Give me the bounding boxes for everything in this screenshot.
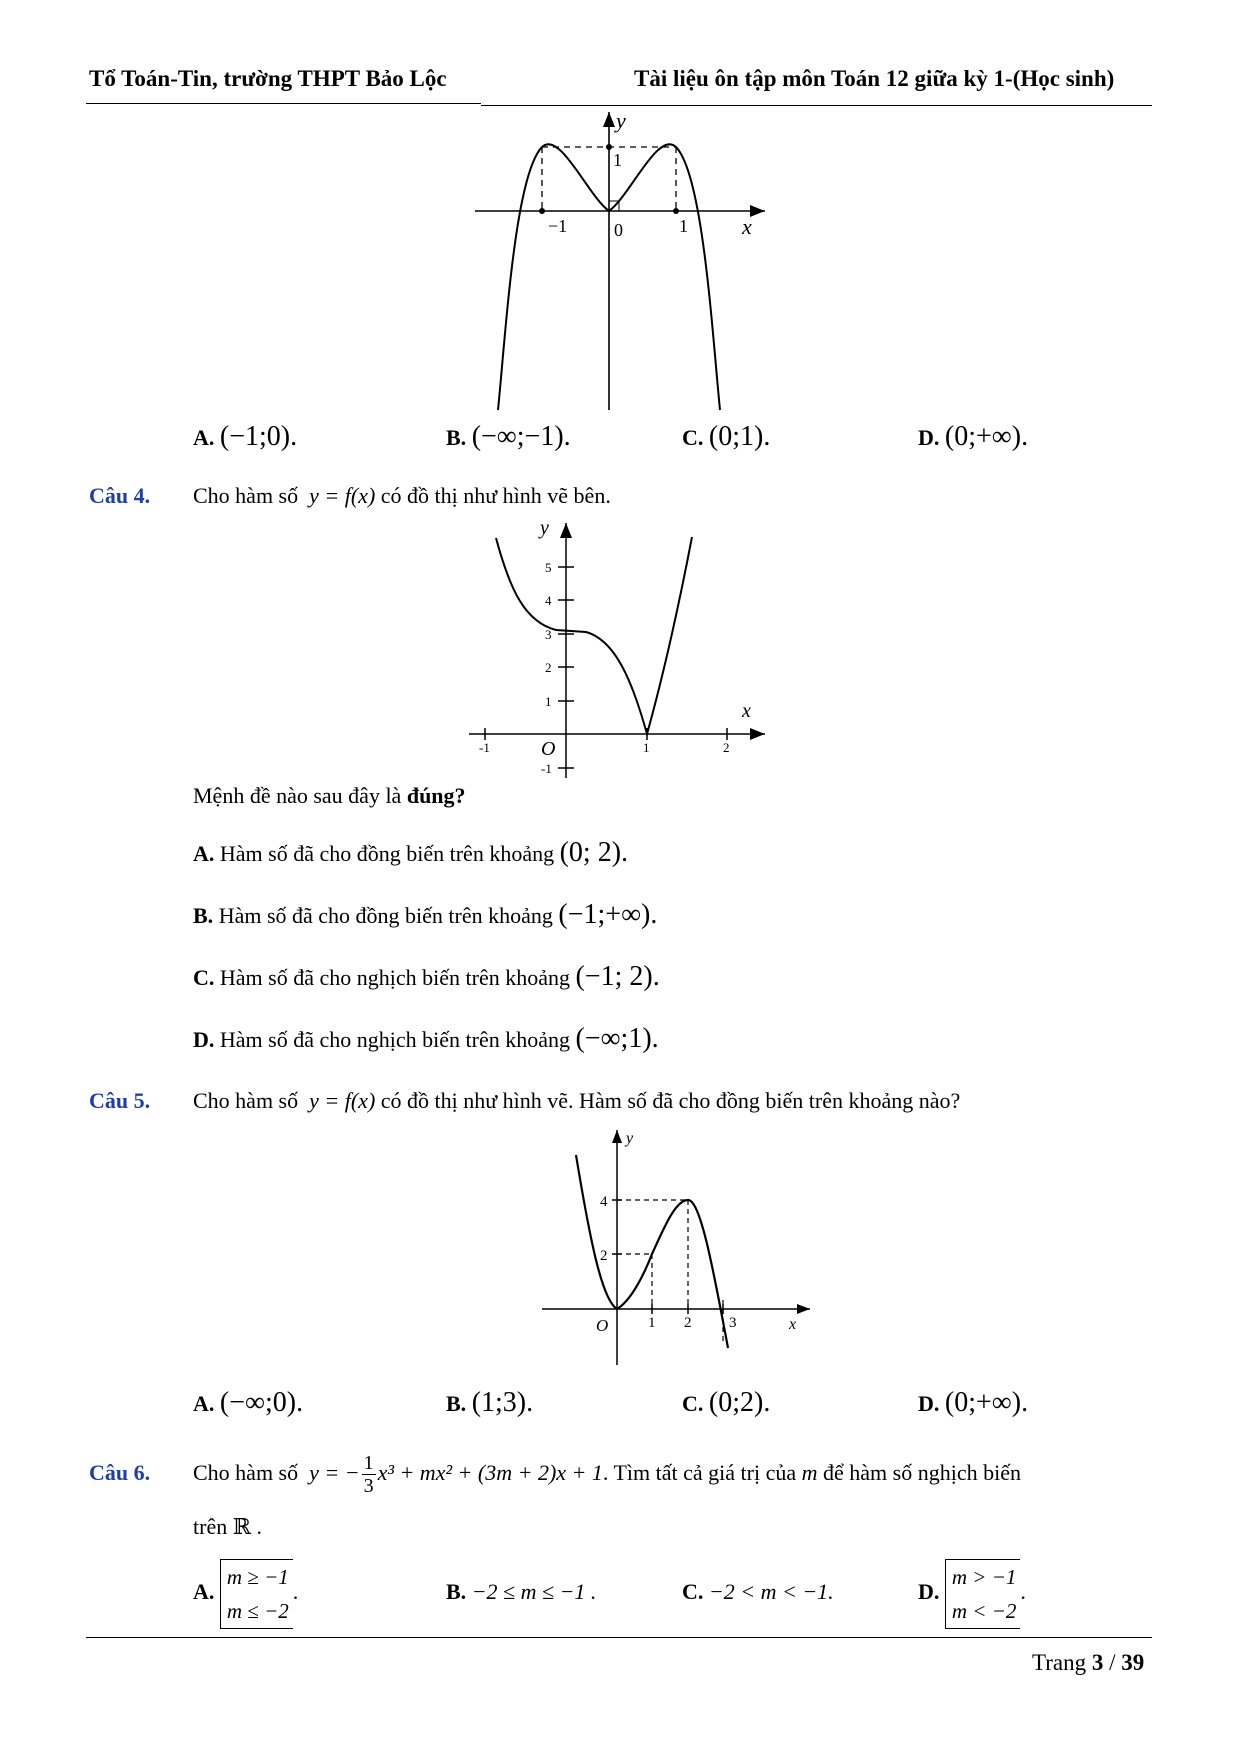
- q6-eq-rhs: x³ + mx² + (3m + 2)x + 1: [377, 1460, 603, 1485]
- graph1-y-label: y: [616, 108, 626, 133]
- q4-option-b-label: B.: [193, 903, 214, 928]
- q6-answer-a-bot: m ≤ −2: [226, 1598, 289, 1623]
- footer-total: 39: [1121, 1650, 1145, 1675]
- graph5-x-label: x: [789, 1316, 797, 1333]
- q4-option-a-label: A.: [193, 841, 215, 866]
- q5-answer-b[interactable]: [446, 1388, 533, 1419]
- q4-option-a-text: Hàm số đã cho đồng biến trên khoảng: [219, 841, 555, 866]
- q4-option-d-label: D.: [193, 1027, 215, 1052]
- header-right: Tài liệu ôn tập môn Toán 12 giữa kỳ 1-(Học sinh): [634, 66, 1115, 91]
- q5-answer-b-label: B.: [446, 1391, 467, 1416]
- footer-page: 3: [1091, 1650, 1104, 1675]
- footer-sep: /: [1103, 1650, 1122, 1675]
- q5-answer-c-label: C.: [682, 1391, 704, 1416]
- q6-answer-c-label: C.: [682, 1579, 704, 1604]
- q5-answer-a-text: (−∞;0).: [219, 1387, 304, 1418]
- q6-answer-a-top: m ≥ −1: [226, 1564, 289, 1589]
- graph5-origin: O: [596, 1316, 609, 1335]
- graph5-ytick-2: 2: [600, 1248, 608, 1264]
- q6-stem-end: để hàm số nghịch biến: [823, 1460, 1021, 1485]
- graph4-xtick-2: 2: [723, 740, 730, 755]
- q4-option-b-math: (−1;+∞).: [558, 899, 658, 930]
- q6-answer-d-bot: m < −2: [951, 1598, 1017, 1623]
- graph5-x-arrow: [797, 1304, 810, 1314]
- graph5-y-arrow: [612, 1130, 622, 1143]
- q5-stem-math: y = f(x): [309, 1088, 376, 1113]
- q6-line2: trên ℝ .: [193, 1514, 262, 1539]
- q6-stem: [193, 1448, 1021, 1498]
- graph4-origin: O: [541, 738, 556, 760]
- q5-answer-b-text: (1;3).: [471, 1387, 534, 1418]
- graph5-y-label: y: [626, 1130, 634, 1147]
- q4-prompt-bold: đúng?: [406, 783, 466, 808]
- q6-answer-a-system: [220, 1559, 293, 1629]
- graph4-ytick-1: 1: [545, 694, 552, 709]
- q5-answer-c[interactable]: [682, 1388, 770, 1419]
- q6-answer-c-text: −2 < m < −1.: [708, 1579, 834, 1604]
- q6-frac-num: 1: [363, 1452, 374, 1475]
- q3-answer-b-text: (−∞;−1).: [471, 421, 571, 452]
- q4-prompt-pre: Mệnh đề nào sau đây là: [193, 783, 402, 808]
- q6-answer-a[interactable]: A. m ≥ −1 m ≤ −2 .: [193, 1552, 298, 1632]
- q6-answer-b-text: −2 ≤ m ≤ −1 .: [471, 1579, 597, 1604]
- q3-answer-b-label: B.: [446, 425, 467, 450]
- q4-option-c-label: C.: [193, 965, 215, 990]
- q6-answer-d[interactable]: D. m > −1 m < −2 .: [918, 1552, 1026, 1632]
- graph5-xtick-1: 1: [648, 1315, 656, 1331]
- q6-answer-b-label: B.: [446, 1579, 467, 1604]
- q4-stem-pre: Cho hàm số: [193, 483, 299, 508]
- q4-label: Câu 4.: [89, 483, 151, 508]
- q5-answer-a-label: A.: [193, 1391, 215, 1416]
- graph4-ytick-4: 4: [545, 593, 552, 608]
- q4-option-c-math: (−1; 2).: [575, 961, 660, 992]
- q6-stem-post: . Tìm tất cả giá trị của: [602, 1460, 797, 1485]
- q6-answer-c[interactable]: [682, 1577, 834, 1607]
- q5-answer-a[interactable]: [193, 1388, 303, 1419]
- q5-answer-d-label: D.: [918, 1391, 940, 1416]
- q6-fraction: [362, 1452, 376, 1497]
- footer-rule: [86, 1637, 1152, 1638]
- graph4-y-label: y: [540, 517, 549, 539]
- graph4-ytick-5: 5: [545, 560, 552, 575]
- q6-label: Câu 6.: [89, 1460, 151, 1485]
- graph5-ytick-4: 4: [600, 1194, 608, 1210]
- q6-eq-lhs: y = −: [309, 1460, 360, 1485]
- q6-var-m: m: [801, 1460, 818, 1485]
- q5-stem-pre: Cho hàm số: [193, 1088, 299, 1113]
- q6-answer-b[interactable]: [446, 1577, 596, 1607]
- q5-answer-c-text: (0;2).: [708, 1387, 771, 1418]
- q5-answer-d-text: (0;+∞).: [944, 1387, 1029, 1418]
- q3-answer-a-text: (−1;0).: [219, 421, 298, 452]
- graph4-xtick-1: 1: [643, 740, 650, 755]
- q3-answer-c-label: C.: [682, 425, 704, 450]
- q5-stem-post: có đồ thị như hình vẽ. Hàm số đã cho đồng biến trên khoảng nào?: [380, 1088, 961, 1113]
- graph4-x-label: x: [742, 700, 751, 722]
- q5-label: Câu 5.: [89, 1088, 151, 1113]
- q4-stem-post: có đồ thị như hình vẽ bên.: [380, 483, 611, 508]
- q3-answer-a-label: A.: [193, 425, 215, 450]
- graph4-ytick-2: 2: [545, 660, 552, 675]
- q6-answer-a-label: A.: [193, 1579, 215, 1604]
- graph5-xtick-2: 2: [684, 1315, 692, 1331]
- graph1-tick-zero: 0: [614, 220, 623, 240]
- graph1-tick-neg1: −1: [548, 216, 568, 236]
- page-number: [1032, 1650, 1144, 1676]
- q6-stem-pre: Cho hàm số: [193, 1460, 299, 1485]
- q3-answer-c-text: (0;1).: [708, 421, 771, 452]
- q3-answer-d-text: (0;+∞).: [944, 421, 1029, 452]
- q4-option-d-math: (−∞;1).: [575, 1023, 659, 1054]
- q6-answer-d-system: [945, 1559, 1021, 1629]
- graph1-tick-one-x: 1: [679, 216, 688, 236]
- q6-frac-den: 3: [363, 1475, 374, 1498]
- header-left: Tổ Toán-Tin, trường THPT Bảo Lộc: [89, 66, 447, 91]
- q6-answer-d-label: D.: [918, 1579, 940, 1604]
- graph1-tick-one-y: 1: [613, 150, 622, 170]
- q5-answer-d[interactable]: [918, 1388, 1028, 1419]
- q4-option-b-text: Hàm số đã cho đồng biến trên khoảng: [218, 903, 553, 928]
- q4-option-a-math: (0; 2).: [559, 837, 629, 868]
- graph4-xtick-neg1: -1: [479, 740, 490, 755]
- q4-stem-math: y = f(x): [309, 483, 376, 508]
- graph1-x-label: x: [742, 214, 752, 239]
- q6-answer-d-top: m > −1: [951, 1564, 1017, 1589]
- q4-option-c-text: Hàm số đã cho nghịch biến trên khoảng: [219, 965, 570, 990]
- graph4-ytick-neg1: -1: [541, 761, 552, 776]
- q3-answer-d-label: D.: [918, 425, 940, 450]
- q4-option-d-text: Hàm số đã cho nghịch biến trên khoảng: [219, 1027, 570, 1052]
- footer-prefix: Trang: [1032, 1650, 1087, 1675]
- graph4-ytick-3: 3: [545, 627, 552, 642]
- graph5-xtick-3: 3: [729, 1315, 737, 1331]
